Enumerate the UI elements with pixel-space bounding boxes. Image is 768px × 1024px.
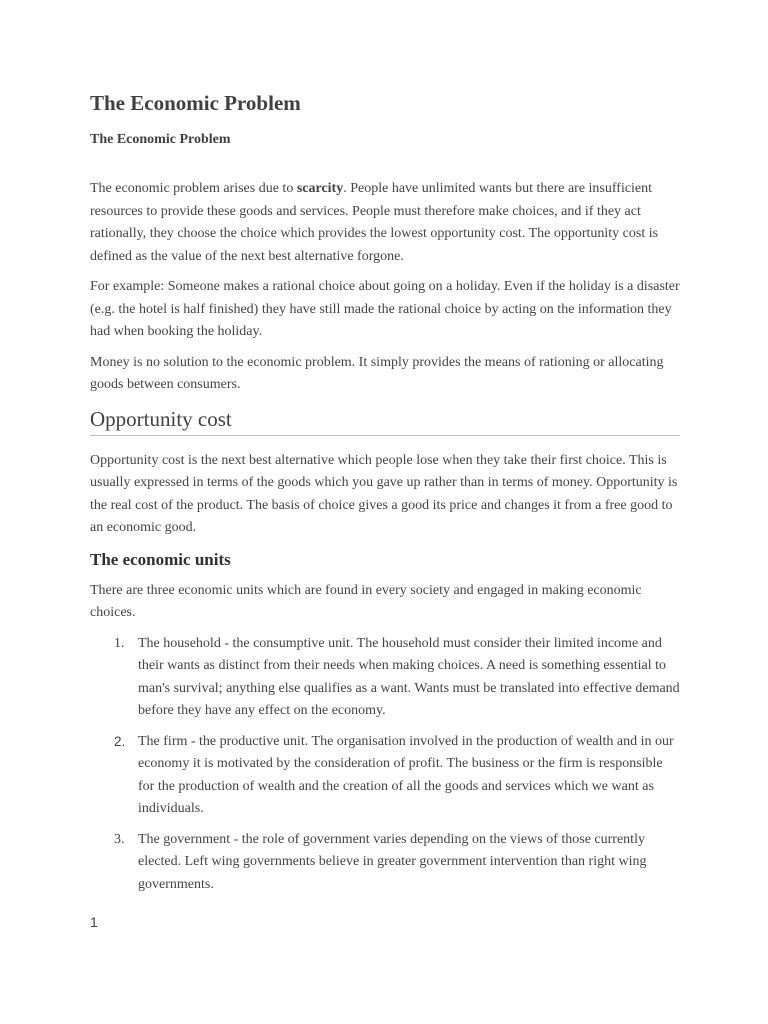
document-page bbox=[90, 88, 680, 904]
economic-units-heading: The economic units bbox=[90, 549, 231, 569]
document-subtitle: The Economic Problem bbox=[90, 132, 231, 147]
money-paragraph: Money is no solution to the economic problem. It simply provides the means of rationing or allocating goods between consumers. bbox=[90, 354, 664, 392]
list-item-firm bbox=[90, 731, 680, 821]
list-number: 1. bbox=[114, 635, 125, 651]
opportunity-cost-heading: Opportunity cost bbox=[90, 405, 680, 436]
opportunity-cost-paragraph: Opportunity cost is the next best alternative which people lose when they take their first choice. This is usually expressed in terms of the goods which you gave up rather than in terms of money. Opportunity is the real cost of the product. The basis of choice gives a good its price and changes it from a free good to an economic good. bbox=[90, 452, 678, 535]
document-title: The Economic Problem bbox=[90, 91, 301, 115]
example-paragraph: For example: Someone makes a rational choice about going on a holiday. Even if the holiday is a disaster (e.g. the hotel is half finished) they have still made the rational choice by acting on the information they had when booking the holiday. bbox=[90, 279, 680, 339]
list-item-text: The firm - the productive unit. The organisation involved in the production of wealth and in our economy it is motivated by the consideration of profit. The business or the firm is responsible for the production of wealth and the creation of all the goods and services which we want as individuals. bbox=[138, 733, 674, 816]
page-number: 1 bbox=[90, 914, 98, 930]
economic-units-intro: There are three economic units which are found in every society and engaged in making economic choices. bbox=[90, 582, 642, 620]
economic-units-list bbox=[90, 633, 680, 897]
list-item-government bbox=[90, 829, 680, 897]
list-item-text: The household - the consumptive unit. The household must consider their limited income and their wants as distinct from their needs when making choices. A need is something essential to man's survival; anything else qualifies as a want. Wants must be translated into effective demand before they have any effect on the economy. bbox=[138, 635, 680, 718]
scarcity-emphasis: scarcity bbox=[296, 181, 344, 196]
list-item-text: The government - the role of government varies depending on the views of those currently elected. Left wing governments believe in greater government intervention than right wing governments. bbox=[138, 831, 647, 892]
intro-text-start: The economic problem arises due to bbox=[90, 181, 297, 196]
intro-paragraph bbox=[90, 178, 680, 268]
list-item-household bbox=[90, 633, 680, 723]
intro-text-end: . People have unlimited wants but there are insufficient resources to provide these goods and services. People must therefore make choices, and if they act rationally, they choose the choice which provides the lowest opportunity cost. The opportunity cost is defined as the value of the next best alternative forgone. bbox=[90, 181, 659, 264]
list-number: 3. bbox=[114, 831, 125, 847]
list-number: 2. bbox=[114, 733, 126, 749]
